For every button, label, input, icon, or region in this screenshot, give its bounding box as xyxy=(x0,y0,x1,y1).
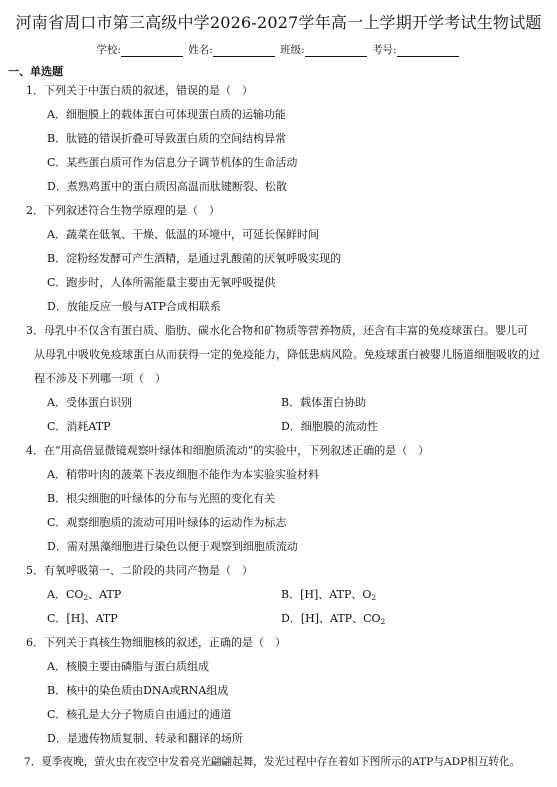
exam-no-blank[interactable] xyxy=(397,46,459,57)
option-text: A．CO xyxy=(47,588,84,601)
question-6-option-d: D．是遗传物质复制、转录和翻译的场所 xyxy=(47,732,243,745)
question-5-stem: 5．有氧呼吸第一、二阶段的共同产物是（ ） xyxy=(26,564,253,577)
school-blank[interactable] xyxy=(121,46,183,57)
question-6-stem: 6．下列关于真核生物细胞核的叙述，正确的是（ ） xyxy=(26,636,286,649)
question-2-option-a: A．蔬菜在低氧、干燥、低温的环境中，可延长保鲜时间 xyxy=(47,228,319,241)
subscript: 2 xyxy=(380,617,386,626)
question-1-stem: 1．下列关于中蛋白质的叙述，错误的是（ ） xyxy=(26,84,253,97)
question-3-option-b: B．载体蛋白协助 xyxy=(281,396,367,409)
question-4-stem: 4．在“用高倍显微镜观察叶绿体和细胞质流动”的实验中，下列叙述正确的是（ ） xyxy=(26,444,430,457)
question-1-option-d: D．煮熟鸡蛋中的蛋白质因高温而肽键断裂、松散 xyxy=(47,180,287,193)
question-1-option-c: C．某些蛋白质可作为信息分子调节机体的生命活动 xyxy=(47,156,298,169)
question-3-stem-line-2: 从母乳中吸收免疫球蛋白从而获得一定的免疫能力，降低患病风险。免疫球蛋白被婴儿肠道细胞吸收的过 xyxy=(34,348,540,361)
question-3-stem-line-3: 程不涉及下列哪一项（ ） xyxy=(34,372,166,385)
name-blank[interactable] xyxy=(213,46,275,57)
question-5-option-b xyxy=(281,586,376,602)
class-blank[interactable] xyxy=(305,46,367,57)
question-7-stem: 7．夏季夜晚，萤火虫在夜空中发着亮光翩翩起舞，发光过程中存在着如下图所示的ATP与ADP相互转化。 xyxy=(24,756,521,768)
section-title: 一、单选题 xyxy=(8,65,63,78)
question-1-option-b: B．肽链的错误折叠可导致蛋白质的空间结构异常 xyxy=(47,132,287,145)
question-3-stem-line-1: 3．母乳中不仅含有蛋白质、脂肪、碳水化合物和矿物质等营养物质，还含有丰富的免疫球蛋白。婴儿可 xyxy=(26,324,528,337)
question-2-stem: 2．下列叙述符合生物学原理的是（ ） xyxy=(26,204,220,217)
exam-no-label: 考号: xyxy=(372,44,397,56)
exam-title: 河南省周口市第三高级中学2026-2027学年高一上学期开学考试生物试题 xyxy=(15,13,542,32)
question-4-option-c: C．观察细胞质的流动可用叶绿体的运动作为标志 xyxy=(47,516,287,529)
option-text: D．[H]、ATP、CO xyxy=(281,612,381,625)
school-label: 学校: xyxy=(96,44,121,56)
option-text: B．[H]、ATP、O xyxy=(281,588,372,601)
question-3-option-d: D．细胞膜的流动性 xyxy=(281,420,378,433)
question-1-option-a: A．细胞膜上的载体蛋白可体现蛋白质的运输功能 xyxy=(47,108,286,121)
option-text: 、ATP xyxy=(88,588,122,601)
question-2-option-b: B．淀粉经发酵可产生酒精，是通过乳酸菌的厌氧呼吸实现的 xyxy=(47,252,342,265)
subscript: 2 xyxy=(83,593,89,602)
subscript: 2 xyxy=(371,593,377,602)
question-3-option-c: C．消耗ATP xyxy=(47,420,111,433)
question-2-option-d: D．放能反应一般与ATP合成相联系 xyxy=(47,300,221,313)
question-5-option-c xyxy=(47,610,118,626)
name-label: 姓名: xyxy=(188,44,213,56)
question-4-option-b: B．根尖细胞的叶绿体的分布与光照的变化有关 xyxy=(47,492,276,505)
question-6-option-c: C．核孔是大分子物质自由通过的通道 xyxy=(47,708,232,721)
question-2-option-c: C．跑步时，人体所需能量主要由无氧呼吸提供 xyxy=(47,276,276,289)
question-4-option-d: D．需对黑藻细胞进行染色以便于观察到细胞质流动 xyxy=(47,540,298,553)
question-5-option-a xyxy=(47,586,121,602)
question-3-option-a: A．受体蛋白识别 xyxy=(47,396,132,409)
class-label: 班级: xyxy=(280,44,305,56)
question-6-option-b: B．核中的染色质由DNA或RNA组成 xyxy=(47,684,229,697)
option-text: C．[H]、ATP xyxy=(47,612,118,625)
question-5-option-d xyxy=(281,610,385,626)
student-info-line xyxy=(0,42,557,57)
question-4-option-a: A．稍带叶肉的菠菜下表皮细胞不能作为本实验实验材料 xyxy=(47,468,319,481)
question-6-option-a: A．核膜主要由磷脂与蛋白质组成 xyxy=(47,660,209,673)
